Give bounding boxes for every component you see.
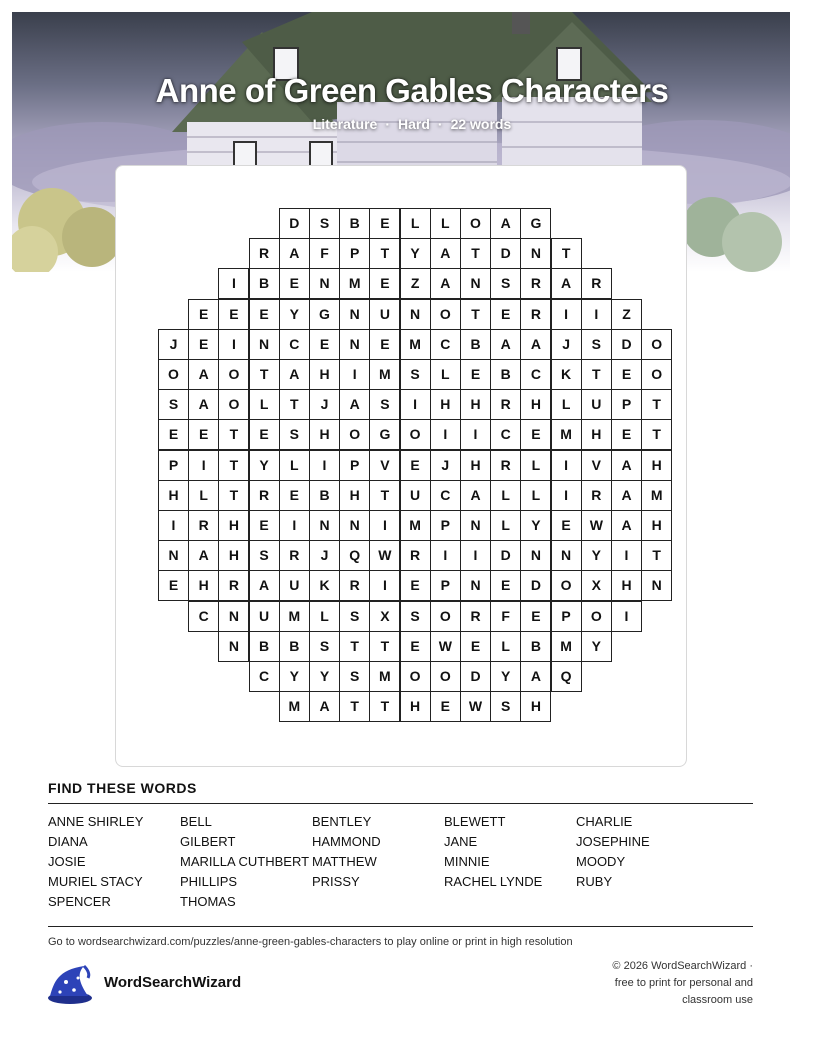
grid-cell: T bbox=[218, 450, 249, 481]
grid-cell: U bbox=[279, 570, 310, 601]
grid-cell: I bbox=[460, 419, 491, 450]
word-item: RUBY bbox=[576, 874, 613, 889]
grid-cell: H bbox=[581, 419, 612, 450]
grid-cell: Y bbox=[279, 661, 310, 692]
divider bbox=[48, 803, 753, 804]
grid-cell: E bbox=[188, 329, 219, 360]
word-item: DIANA bbox=[48, 834, 88, 849]
grid-cell: H bbox=[218, 540, 249, 571]
grid-cell: T bbox=[279, 389, 310, 420]
brand-name: WordSearchWizard bbox=[104, 974, 242, 991]
grid-cell: A bbox=[490, 329, 521, 360]
grid-cell: P bbox=[551, 601, 582, 632]
grid-cell: T bbox=[218, 419, 249, 450]
grid-cell: E bbox=[249, 299, 280, 330]
grid-cell: E bbox=[218, 299, 249, 330]
grid-cell: E bbox=[400, 631, 431, 662]
grid-cell: C bbox=[430, 329, 461, 360]
grid-cell: H bbox=[460, 450, 491, 481]
grid-cell: L bbox=[490, 480, 521, 511]
grid-cell: E bbox=[249, 419, 280, 450]
word-item: JOSEPHINE bbox=[576, 834, 650, 849]
grid-cell: N bbox=[218, 601, 249, 632]
grid-cell: U bbox=[249, 601, 280, 632]
grid-cell: V bbox=[369, 450, 400, 481]
word-item: RACHEL LYNDE bbox=[444, 874, 543, 889]
grid-cell: I bbox=[581, 299, 612, 330]
word-item: HAMMOND bbox=[312, 834, 381, 849]
grid-cell: Y bbox=[309, 661, 340, 692]
grid-cell: S bbox=[339, 601, 370, 632]
grid-cell: T bbox=[369, 631, 400, 662]
grid-cell: N bbox=[400, 299, 431, 330]
grid-cell: E bbox=[611, 419, 642, 450]
grid-cell: K bbox=[551, 359, 582, 390]
grid-cell: N bbox=[249, 329, 280, 360]
grid-cell: G bbox=[369, 419, 400, 450]
grid-cell: T bbox=[641, 389, 672, 420]
word-item: SPENCER bbox=[48, 894, 111, 909]
grid-cell: D bbox=[490, 540, 521, 571]
grid-cell: B bbox=[309, 480, 340, 511]
grid-cell: D bbox=[520, 570, 551, 601]
grid-cell: D bbox=[611, 329, 642, 360]
grid-cell: R bbox=[279, 540, 310, 571]
word-item: JOSIE bbox=[48, 854, 86, 869]
grid-cell: O bbox=[218, 359, 249, 390]
grid-cell: N bbox=[460, 510, 491, 541]
grid-cell: E bbox=[551, 510, 582, 541]
grid-cell: O bbox=[430, 601, 461, 632]
grid-cell: N bbox=[339, 510, 370, 541]
grid-cell: L bbox=[400, 208, 431, 239]
grid-cell: H bbox=[641, 510, 672, 541]
grid-cell: A bbox=[279, 238, 310, 269]
grid-cell: A bbox=[611, 450, 642, 481]
grid-cell: H bbox=[430, 389, 461, 420]
grid-cell: C bbox=[520, 359, 551, 390]
grid-cell: I bbox=[218, 329, 249, 360]
copyright-line: free to print for personal and bbox=[614, 977, 753, 989]
grid-cell: C bbox=[188, 601, 219, 632]
grid-cell: C bbox=[430, 480, 461, 511]
grid-cell: I bbox=[400, 389, 431, 420]
grid-cell: I bbox=[460, 540, 491, 571]
word-item: BELL bbox=[180, 814, 212, 829]
grid-cell: N bbox=[641, 570, 672, 601]
divider bbox=[48, 926, 753, 927]
grid-cell: O bbox=[400, 661, 431, 692]
grid-cell: F bbox=[490, 601, 521, 632]
grid-cell: I bbox=[369, 570, 400, 601]
grid-cell: T bbox=[581, 359, 612, 390]
grid-cell: M bbox=[279, 691, 310, 722]
grid-cell: C bbox=[279, 329, 310, 360]
grid-cell: E bbox=[279, 480, 310, 511]
grid-cell: I bbox=[158, 510, 189, 541]
word-item: JANE bbox=[444, 834, 478, 849]
grid-cell: L bbox=[279, 450, 310, 481]
grid-cell: U bbox=[581, 389, 612, 420]
grid-cell: A bbox=[249, 570, 280, 601]
grid-cell: H bbox=[309, 419, 340, 450]
grid-cell: O bbox=[339, 419, 370, 450]
grid-cell: S bbox=[490, 268, 521, 299]
grid-cell: B bbox=[339, 208, 370, 239]
grid-cell: Y bbox=[400, 238, 431, 269]
word-item: MARILLA CUTHBERT bbox=[180, 854, 310, 869]
grid-cell: S bbox=[490, 691, 521, 722]
grid-cell: E bbox=[460, 359, 491, 390]
grid-cell: O bbox=[581, 601, 612, 632]
grid-cell: B bbox=[520, 631, 551, 662]
grid-cell: R bbox=[400, 540, 431, 571]
grid-cell: W bbox=[369, 540, 400, 571]
word-item: PHILLIPS bbox=[180, 874, 238, 889]
word-item: CHARLIE bbox=[576, 814, 633, 829]
grid-cell: S bbox=[369, 389, 400, 420]
grid-cell: H bbox=[611, 570, 642, 601]
grid-cell: M bbox=[641, 480, 672, 511]
grid-cell: H bbox=[309, 359, 340, 390]
grid-cell: H bbox=[158, 480, 189, 511]
grid-cell: P bbox=[158, 450, 189, 481]
grid-cell: W bbox=[430, 631, 461, 662]
grid-cell: T bbox=[218, 480, 249, 511]
grid-cell: P bbox=[339, 450, 370, 481]
grid-cell: J bbox=[551, 329, 582, 360]
grid-cell: E bbox=[520, 601, 551, 632]
grid-cell: M bbox=[369, 359, 400, 390]
grid-cell: T bbox=[460, 238, 491, 269]
grid-cell: P bbox=[611, 389, 642, 420]
grid-cell: V bbox=[581, 450, 612, 481]
grid-cell: H bbox=[400, 691, 431, 722]
grid-cell: Y bbox=[581, 540, 612, 571]
category-label: Literature bbox=[312, 116, 378, 132]
grid-cell: P bbox=[339, 238, 370, 269]
grid-cell: E bbox=[249, 510, 280, 541]
grid-cell: N bbox=[520, 540, 551, 571]
grid-cell: A bbox=[490, 208, 521, 239]
grid-cell: A bbox=[188, 389, 219, 420]
grid-cell: B bbox=[460, 329, 491, 360]
grid-cell: L bbox=[249, 389, 280, 420]
grid-cell: M bbox=[279, 601, 310, 632]
word-item: ANNE SHIRLEY bbox=[48, 814, 144, 829]
grid-cell: R bbox=[581, 480, 612, 511]
grid-cell: H bbox=[188, 570, 219, 601]
grid-cell: A bbox=[460, 480, 491, 511]
grid-cell: T bbox=[369, 480, 400, 511]
grid-cell: S bbox=[400, 359, 431, 390]
word-item: PRISSY bbox=[312, 874, 360, 889]
grid-cell: T bbox=[369, 238, 400, 269]
grid-cell: N bbox=[520, 238, 551, 269]
grid-cell: D bbox=[279, 208, 310, 239]
grid-cell: M bbox=[339, 268, 370, 299]
grid-cell: H bbox=[339, 480, 370, 511]
grid-cell: Y bbox=[520, 510, 551, 541]
puzzle-meta bbox=[12, 116, 790, 132]
word-item: BENTLEY bbox=[312, 814, 372, 829]
grid-cell: B bbox=[490, 359, 521, 390]
grid-cell: E bbox=[611, 359, 642, 390]
grid-cell: M bbox=[551, 419, 582, 450]
grid-cell: R bbox=[339, 570, 370, 601]
grid-cell: T bbox=[339, 631, 370, 662]
grid-cell: Q bbox=[551, 661, 582, 692]
grid-cell: E bbox=[369, 268, 400, 299]
grid-cell: E bbox=[369, 208, 400, 239]
grid-cell: E bbox=[430, 691, 461, 722]
grid-cell: H bbox=[460, 389, 491, 420]
footer-link[interactable]: Go to wordsearchwizard.com/puzzles/anne-green-gables-characters to play online or print in high resolution bbox=[48, 936, 573, 948]
grid-cell: J bbox=[309, 389, 340, 420]
grid-cell: L bbox=[188, 480, 219, 511]
grid-cell: S bbox=[158, 389, 189, 420]
grid-cell: A bbox=[188, 540, 219, 571]
word-item: GILBERT bbox=[180, 834, 236, 849]
grid-cell: I bbox=[551, 299, 582, 330]
grid-cell: E bbox=[400, 450, 431, 481]
grid-cell: Y bbox=[490, 661, 521, 692]
grid-cell: A bbox=[279, 359, 310, 390]
grid-cell: I bbox=[309, 450, 340, 481]
copyright-line: classroom use bbox=[682, 994, 753, 1006]
grid-cell: O bbox=[158, 359, 189, 390]
grid-cell: W bbox=[581, 510, 612, 541]
grid-cell: F bbox=[309, 238, 340, 269]
grid-cell: R bbox=[249, 238, 280, 269]
difficulty-label: Hard bbox=[397, 116, 430, 132]
separator: · bbox=[437, 116, 443, 132]
grid-cell: E bbox=[309, 329, 340, 360]
grid-cell: A bbox=[520, 329, 551, 360]
grid-cell: H bbox=[641, 450, 672, 481]
grid-cell: I bbox=[430, 540, 461, 571]
grid-cell: P bbox=[430, 570, 461, 601]
grid-cell: S bbox=[279, 419, 310, 450]
grid-cell: I bbox=[218, 268, 249, 299]
grid-cell: A bbox=[551, 268, 582, 299]
grid-cell: O bbox=[400, 419, 431, 450]
grid-cell: T bbox=[339, 691, 370, 722]
letter-grid bbox=[158, 208, 672, 722]
grid-cell: C bbox=[490, 419, 521, 450]
word-list-heading: FIND THESE WORDS bbox=[48, 780, 197, 796]
grid-cell: E bbox=[520, 419, 551, 450]
grid-cell: E bbox=[188, 299, 219, 330]
grid-cell: S bbox=[400, 601, 431, 632]
grid-cell: A bbox=[611, 480, 642, 511]
grid-cell: K bbox=[309, 570, 340, 601]
grid-cell: O bbox=[218, 389, 249, 420]
grid-cell: R bbox=[520, 268, 551, 299]
word-item: MINNIE bbox=[444, 854, 490, 869]
grid-cell: N bbox=[339, 329, 370, 360]
grid-cell: S bbox=[309, 631, 340, 662]
grid-cell: T bbox=[460, 299, 491, 330]
grid-cell: S bbox=[339, 661, 370, 692]
grid-cell: I bbox=[551, 480, 582, 511]
grid-cell: I bbox=[279, 510, 310, 541]
word-item: MATTHEW bbox=[312, 854, 377, 869]
grid-cell: L bbox=[551, 389, 582, 420]
grid-cell: I bbox=[369, 510, 400, 541]
grid-cell: T bbox=[369, 691, 400, 722]
grid-cell: X bbox=[369, 601, 400, 632]
grid-cell: R bbox=[249, 480, 280, 511]
grid-cell: X bbox=[581, 570, 612, 601]
grid-cell: W bbox=[460, 691, 491, 722]
grid-cell: H bbox=[520, 389, 551, 420]
grid-cell: E bbox=[188, 419, 219, 450]
grid-cell: O bbox=[430, 299, 461, 330]
grid-cell: A bbox=[309, 691, 340, 722]
grid-cell: E bbox=[460, 631, 491, 662]
grid-cell: E bbox=[369, 329, 400, 360]
grid-cell: A bbox=[430, 268, 461, 299]
grid-cell: Q bbox=[339, 540, 370, 571]
wizard-hat-icon bbox=[44, 962, 94, 1006]
grid-cell: G bbox=[520, 208, 551, 239]
grid-cell: N bbox=[309, 510, 340, 541]
grid-cell: H bbox=[218, 510, 249, 541]
grid-cell: O bbox=[641, 359, 672, 390]
grid-cell: T bbox=[641, 419, 672, 450]
grid-cell: O bbox=[430, 661, 461, 692]
grid-cell: R bbox=[490, 389, 521, 420]
grid-cell: T bbox=[641, 540, 672, 571]
grid-cell: I bbox=[430, 419, 461, 450]
page-title: Anne of Green Gables Characters bbox=[155, 72, 669, 109]
grid-cell: O bbox=[460, 208, 491, 239]
grid-cell: R bbox=[520, 299, 551, 330]
grid-cell: E bbox=[279, 268, 310, 299]
grid-cell: O bbox=[551, 570, 582, 601]
word-item: MURIEL STACY bbox=[48, 874, 143, 889]
grid-cell: O bbox=[641, 329, 672, 360]
grid-cell: I bbox=[551, 450, 582, 481]
grid-cell: R bbox=[188, 510, 219, 541]
grid-cell: I bbox=[611, 601, 642, 632]
grid-cell: C bbox=[249, 661, 280, 692]
grid-cell: N bbox=[309, 268, 340, 299]
grid-cell: Z bbox=[400, 268, 431, 299]
grid-cell: A bbox=[520, 661, 551, 692]
word-item: MOODY bbox=[576, 854, 626, 869]
grid-cell: N bbox=[158, 540, 189, 571]
grid-cell: M bbox=[369, 661, 400, 692]
grid-cell: L bbox=[520, 480, 551, 511]
grid-cell: R bbox=[460, 601, 491, 632]
grid-cell: S bbox=[581, 329, 612, 360]
grid-cell: E bbox=[158, 570, 189, 601]
grid-cell: A bbox=[430, 238, 461, 269]
grid-cell: H bbox=[520, 691, 551, 722]
separator: · bbox=[385, 116, 390, 132]
grid-cell: Z bbox=[611, 299, 642, 330]
grid-cell: Y bbox=[581, 631, 612, 662]
copyright bbox=[573, 958, 753, 1009]
grid-cell: Y bbox=[279, 299, 310, 330]
grid-cell: R bbox=[581, 268, 612, 299]
grid-cell: N bbox=[460, 570, 491, 601]
grid-cell: R bbox=[218, 570, 249, 601]
grid-cell: L bbox=[520, 450, 551, 481]
grid-cell: J bbox=[430, 450, 461, 481]
grid-cell: U bbox=[400, 480, 431, 511]
grid-cell: P bbox=[430, 510, 461, 541]
grid-cell: S bbox=[309, 208, 340, 239]
grid-cell: J bbox=[309, 540, 340, 571]
grid-cell: B bbox=[249, 268, 280, 299]
grid-cell: L bbox=[309, 601, 340, 632]
grid-cell: B bbox=[249, 631, 280, 662]
grid-cell: E bbox=[490, 299, 521, 330]
grid-cell: L bbox=[430, 359, 461, 390]
grid-cell: B bbox=[279, 631, 310, 662]
grid-cell: N bbox=[460, 268, 491, 299]
grid-cell: L bbox=[490, 510, 521, 541]
grid-cell: M bbox=[400, 510, 431, 541]
grid-cell: I bbox=[611, 540, 642, 571]
grid-cell: L bbox=[430, 208, 461, 239]
grid-cell: U bbox=[369, 299, 400, 330]
grid-cell: A bbox=[611, 510, 642, 541]
grid-cell: N bbox=[339, 299, 370, 330]
grid-cell: E bbox=[490, 570, 521, 601]
grid-cell: N bbox=[551, 540, 582, 571]
grid-cell: Y bbox=[249, 450, 280, 481]
grid-cell: E bbox=[158, 419, 189, 450]
grid-cell: J bbox=[158, 329, 189, 360]
grid-cell: M bbox=[400, 329, 431, 360]
grid-cell: D bbox=[460, 661, 491, 692]
grid-cell: I bbox=[188, 450, 219, 481]
grid-cell: R bbox=[490, 450, 521, 481]
word-item: THOMAS bbox=[180, 894, 236, 909]
grid-cell: N bbox=[218, 631, 249, 662]
grid-cell: A bbox=[188, 359, 219, 390]
grid-cell: T bbox=[249, 359, 280, 390]
grid-cell: I bbox=[339, 359, 370, 390]
grid-cell: G bbox=[309, 299, 340, 330]
grid-cell: L bbox=[490, 631, 521, 662]
grid-cell: S bbox=[249, 540, 280, 571]
word-item: BLEWETT bbox=[444, 814, 506, 829]
copyright-line: © 2026 WordSearchWizard · bbox=[612, 960, 753, 972]
grid-cell: M bbox=[551, 631, 582, 662]
word-count-label: 22 words bbox=[450, 116, 512, 132]
grid-cell: E bbox=[400, 570, 431, 601]
grid-cell: D bbox=[490, 238, 521, 269]
grid-cell: T bbox=[551, 238, 582, 269]
grid-cell: A bbox=[339, 389, 370, 420]
